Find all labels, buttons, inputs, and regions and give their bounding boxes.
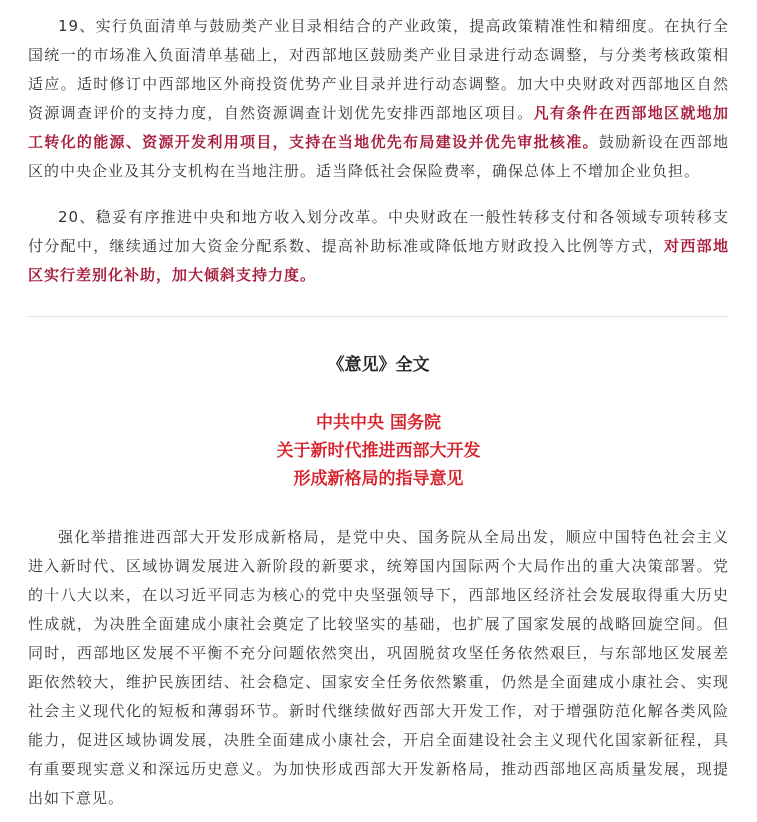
paragraph-gap: [28, 186, 729, 203]
section-divider: [28, 316, 729, 317]
section-title: 《意见》全文: [327, 355, 430, 375]
document-heading-line-2: 关于新时代推进西部大开发: [276, 441, 481, 461]
paragraph-20-highlight: 对西部地区实行差别化补助，加大倾斜支持力度。: [28, 237, 729, 284]
document-heading-line-1: 中共中央 国务院: [316, 413, 441, 433]
paragraph-19: [28, 12, 729, 186]
paragraph-19-text-b: 鼓励新设在西部地区的中央企业及其分支机构在当地注册。适当降低社会保险费率，确保总体上不增加企业负担。: [28, 133, 729, 180]
paragraph-20-text-a: 20、稳妥有序推进中央和地方收入划分改革。中央财政在一般性转移支付和各领域专项转移支付分配中，继续通过加大资金分配系数、提高补助标准或降低地方财政投入比例等方式，: [28, 208, 729, 255]
paragraph-20: [28, 203, 729, 290]
paragraph-19-highlight: 凡有条件在西部地区就地加工转化的能源、资源开发利用项目，支持在当地优先布局建设并优先审批核准。: [28, 104, 729, 151]
document-heading-line-3: 形成新格局的指导意见: [293, 469, 464, 489]
document-heading: [28, 409, 729, 493]
paragraph-19-text-a: 19、实行负面清单与鼓励类产业目录相结合的产业政策，提高政策精准性和精细度。在执行全国统一的市场准入负面清单基础上，对西部地区鼓励类产业目录进行动态调整，与分类考核政策相适应。适时修订中西部地区外商投资优势产业目录并进行动态调整。加大中央财政对西部地区自然资源调查评价的支持力度，自然资源调查计划优先安排西部地区项目。: [28, 17, 729, 122]
intro-paragraph: 强化举措推进西部大开发形成新格局，是党中央、国务院从全局出发，顺应中国特色社会主义进入新时代、区域协调发展进入新阶段的新要求，统筹国内国际两个大局作出的重大决策部署。党的十八大以来，在以习近平同志为核心的党中央坚强领导下，西部地区经济社会发展取得重大历史性成就，为决胜全面建成小康社会奠定了比较坚实的基础，也扩展了国家发展的战略回旋空间。但同时，西部地区发展不平衡不充分问题依然突出，巩固脱贫攻坚任务依然艰巨，与东部地区发展差距依然较大，维护民族团结、社会稳定、国家安全任务依然繁重，仍然是全面建成小康社会、实现社会主义现代化的短板和薄弱环节。新时代继续做好西部大开发工作，对于增强防范化解各类风险能力，促进区域协调发展，决胜全面建成小康社会，开启全面建设社会主义现代化国家新征程，具有重要现实意义和深远历史意义。为加快形成西部大开发新格局，推动西部地区高质量发展，现提出如下意见。: [28, 528, 729, 807]
